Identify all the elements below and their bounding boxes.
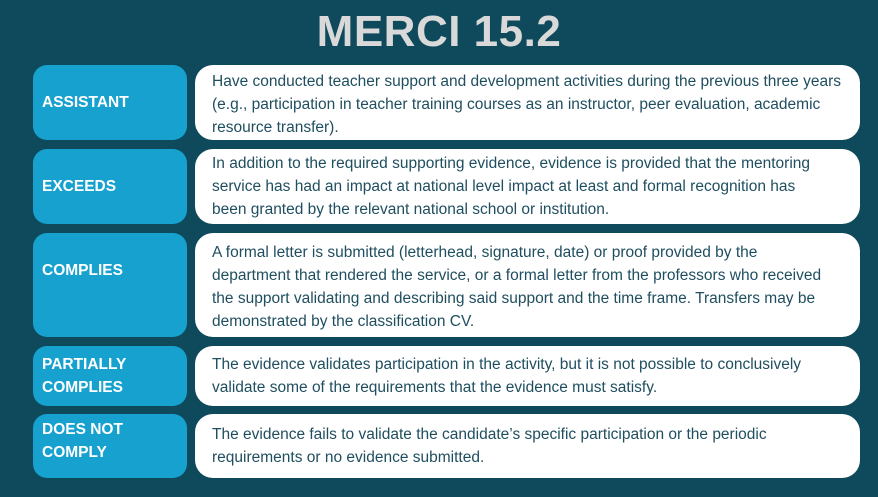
criteria-row-assistant bbox=[33, 65, 860, 140]
criteria-description-exceeds: In addition to the required supporting evidence, evidence is provided that the mentoring service has had an impact at national level impact at least and formal recognition has been granted by the relevant national school or institution. bbox=[195, 149, 860, 224]
criteria-label-complies: COMPLIES bbox=[33, 233, 187, 337]
criteria-description-complies: A formal letter is submitted (letterhead, signature, date) or proof provided by the department that rendered the service, or a formal letter from the professors who received the support validating and describing said support and the time frame. Transfers may be demonstrated by the classification CV. bbox=[195, 233, 860, 337]
criteria-description-partially-complies: The evidence validates participation in the activity, but it is not possible to conclusively validate some of the requirements that the evidence must satisfy. bbox=[195, 346, 860, 406]
criteria-label-assistant: ASSISTANT bbox=[33, 65, 187, 140]
page-title: MERCI 15.2 bbox=[316, 7, 562, 56]
criteria-row-exceeds bbox=[33, 149, 860, 224]
criteria-label-partially-complies: PARTIALLY COMPLIES bbox=[33, 346, 187, 406]
criteria-row-partially-complies bbox=[33, 346, 860, 406]
criteria-row-does-not-comply bbox=[33, 414, 860, 478]
criteria-label-exceeds: EXCEEDS bbox=[33, 149, 187, 224]
criteria-description-assistant: Have conducted teacher support and development activities during the previous three years (e.g., participation in teacher training courses as an instructor, peer evaluation, academic resource transfer). bbox=[195, 65, 860, 140]
criteria-label-does-not-comply: DOES NOT COMPLY bbox=[33, 414, 187, 478]
criteria-description-does-not-comply: The evidence fails to validate the candidate’s specific participation or the periodic requirements or no evidence submitted. bbox=[195, 414, 860, 478]
criteria-row-complies bbox=[33, 233, 860, 337]
